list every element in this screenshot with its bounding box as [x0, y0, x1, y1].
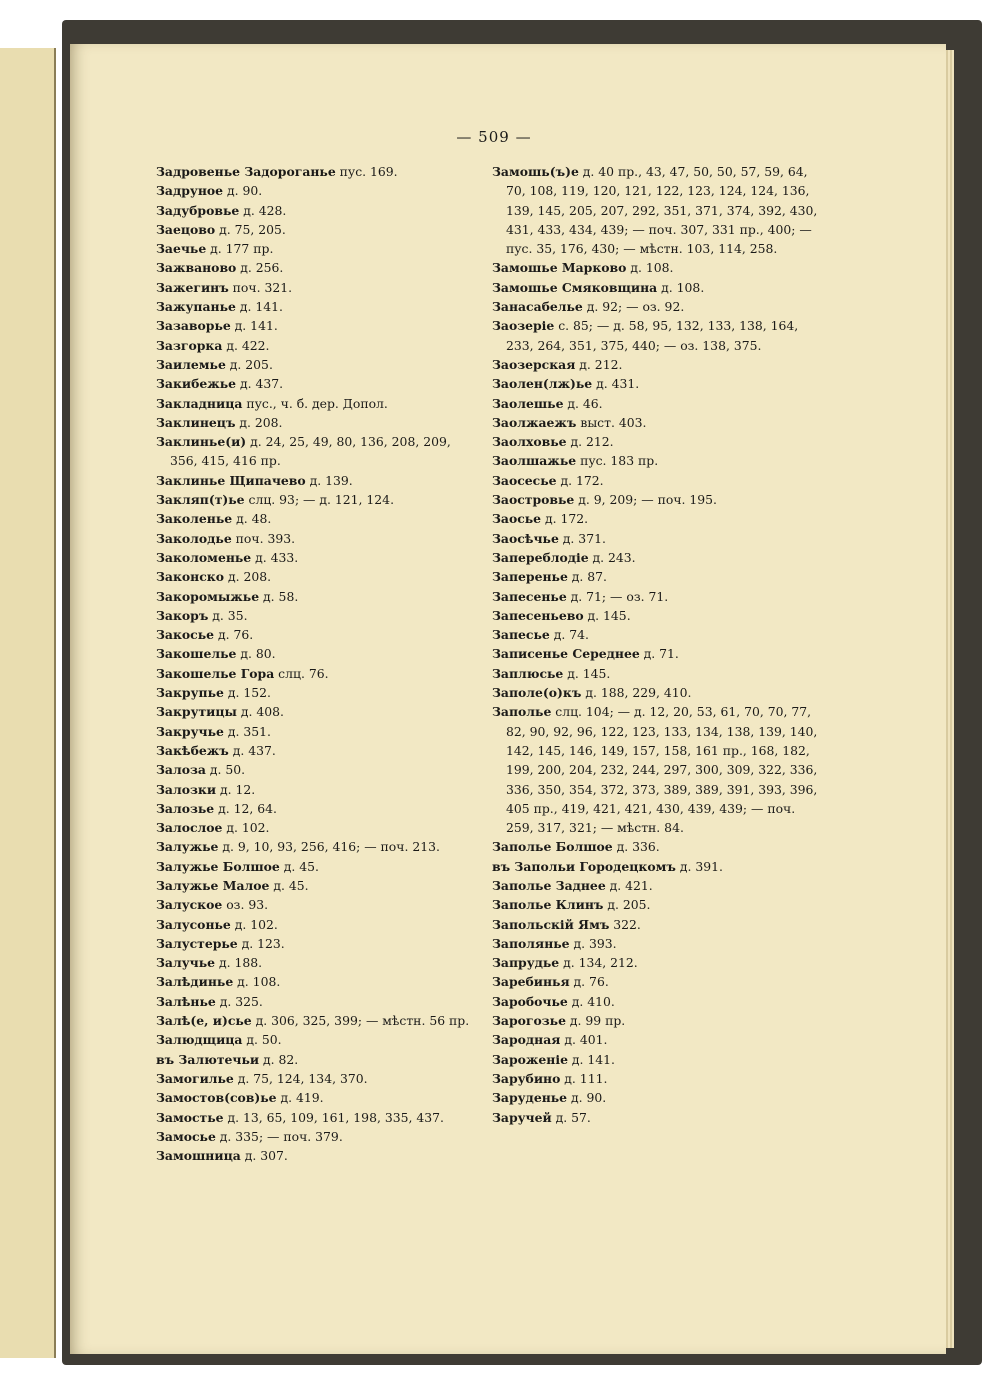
- entry-reference: д. 45.: [269, 877, 309, 893]
- entry-reference: д. 152.: [223, 685, 271, 701]
- entry-reference: пус. 169.: [335, 164, 398, 179]
- entry-reference: слц. 93; — д. 121, 124.: [244, 492, 395, 508]
- index-column-left: [156, 162, 478, 1165]
- index-entry: [156, 606, 478, 625]
- entry-name: Залустерье: [156, 935, 238, 951]
- entry-reference: д. 437.: [236, 376, 284, 392]
- entry-name: Залуское: [156, 897, 223, 913]
- entry-name: Залужье Малое: [156, 877, 270, 893]
- index-entry: [156, 722, 478, 741]
- entry-reference: д. 371.: [558, 530, 606, 546]
- entry-name: Замошье Смяковщина: [492, 279, 658, 295]
- entry-name: Заолховье: [492, 434, 567, 450]
- entry-name: Заолен(лж)ье: [492, 376, 593, 392]
- entry-name: Залюдщица: [156, 1032, 243, 1048]
- entry-reference: д. 75, 205.: [215, 221, 286, 237]
- entry-name: Заполье Клинъ: [492, 897, 604, 913]
- entry-reference: д. 108.: [626, 260, 674, 276]
- entry-reference: д. 172.: [541, 511, 589, 527]
- entry-name: Запереблодіе: [492, 549, 589, 565]
- entry-name: Замошь(ъ)е: [492, 164, 579, 179]
- entry-reference: д. 410.: [567, 993, 615, 1009]
- entry-name: Залозье: [156, 800, 215, 816]
- entry-name: Залусонье: [156, 916, 231, 932]
- index-entry: [156, 162, 478, 181]
- entry-name: Заклинье(и): [156, 434, 247, 450]
- index-entry: [156, 529, 478, 548]
- entry-name: Запесеньево: [492, 607, 584, 623]
- entry-reference: д. 177 пр.: [206, 241, 274, 257]
- index-entry: [492, 374, 818, 393]
- index-entry: [156, 336, 478, 355]
- index-entry: [156, 683, 478, 702]
- entry-reference: д. 13, 65, 109, 161, 198, 335, 437.: [223, 1109, 444, 1125]
- entry-reference: д. 12.: [216, 781, 256, 797]
- index-entry: [156, 857, 478, 876]
- entry-reference: слц. 76.: [274, 665, 329, 681]
- entry-reference: д. 325.: [215, 993, 263, 1009]
- index-entry: [492, 587, 818, 606]
- index-entry: [492, 857, 818, 876]
- entry-name: Залозки: [156, 781, 217, 797]
- entry-reference: д. 208.: [235, 414, 283, 430]
- entry-name: Заполянье: [492, 935, 570, 951]
- entry-name: Заребинья: [492, 974, 570, 990]
- entry-name: Залѣдинье: [156, 974, 234, 990]
- entry-name: Запрудье: [492, 955, 560, 971]
- entry-reference: д. 336.: [612, 839, 660, 855]
- index-entry: [492, 451, 818, 470]
- entry-name: Зажваново: [156, 260, 237, 276]
- entry-reference: оз. 93.: [222, 897, 269, 913]
- index-entry: [156, 1146, 478, 1165]
- entry-reference: д. 145.: [563, 665, 611, 681]
- entry-name: Закибежье: [156, 376, 237, 392]
- entry-reference: пус., ч. б. дер. Допол.: [242, 395, 388, 411]
- index-entry: [156, 258, 478, 277]
- index-entry: [156, 895, 478, 914]
- entry-name: Зажегинъ: [156, 279, 229, 295]
- entry-reference: д. 139.: [305, 472, 353, 488]
- entry-name: Заперенье: [492, 569, 568, 585]
- entry-reference: д. 74.: [549, 627, 589, 643]
- index-entry: [156, 471, 478, 490]
- index-entry: [492, 702, 818, 837]
- entry-reference: д. 50.: [242, 1032, 282, 1048]
- index-entry: [492, 1088, 818, 1107]
- entry-name: Закляп(т)ье: [156, 492, 245, 508]
- page-number: — 509 —: [456, 128, 532, 146]
- index-entry: [156, 837, 478, 856]
- entry-reference: д. 428.: [239, 202, 287, 218]
- page-edges: [946, 50, 954, 1348]
- index-entry: [156, 953, 478, 972]
- entry-reference: д. 306, 325, 399; — мѣстн. 56 пр.: [251, 1013, 470, 1029]
- entry-name: Замошье Марково: [492, 260, 627, 276]
- entry-name: Заполье Болшое: [492, 839, 613, 855]
- entry-name: Заолжаежъ: [492, 414, 577, 430]
- entry-reference: д. 123.: [237, 935, 285, 951]
- index-entry: [492, 529, 818, 548]
- index-entry: [156, 201, 478, 220]
- entry-name: Заполье: [492, 704, 552, 720]
- index-entry: [156, 934, 478, 953]
- entry-name: Залослое: [156, 820, 223, 836]
- entry-name: Запольскій Ямъ: [492, 916, 610, 932]
- index-entry: [156, 1011, 478, 1030]
- entry-reference: д. 208.: [224, 569, 272, 585]
- entry-name: въ Залютечьи: [156, 1051, 260, 1067]
- entry-name: Заполье Заднее: [492, 877, 606, 893]
- index-entry: [156, 316, 478, 335]
- index-entry: [156, 644, 478, 663]
- entry-reference: д. 205.: [603, 897, 651, 913]
- entry-reference: д. 437.: [228, 742, 276, 758]
- entry-name: Залоза: [156, 762, 206, 778]
- entry-reference: д. 82.: [259, 1051, 299, 1067]
- entry-reference: д. 58.: [259, 588, 299, 604]
- entry-name: Замосье: [156, 1128, 216, 1144]
- entry-name: Запесенье: [492, 588, 567, 604]
- index-entry: [156, 239, 478, 258]
- index-entry: [156, 818, 478, 837]
- entry-reference: д. 335; — поч. 379.: [215, 1128, 343, 1144]
- entry-reference: д. 188.: [215, 955, 263, 971]
- index-entry: [492, 1030, 818, 1049]
- index-entry: [156, 876, 478, 895]
- index-entry: [156, 490, 478, 509]
- entry-reference: д. 71.: [639, 646, 679, 662]
- index-entry: [492, 1108, 818, 1127]
- entry-name: Запесье: [492, 627, 550, 643]
- entry-name: Зарубино: [492, 1070, 561, 1086]
- entry-reference: 322.: [609, 916, 641, 932]
- index-entry: [156, 799, 478, 818]
- entry-reference: д. 87.: [567, 569, 607, 585]
- entry-name: Зазаворье: [156, 318, 231, 334]
- entry-reference: поч. 321.: [228, 279, 293, 295]
- entry-reference: д. 422.: [222, 337, 270, 353]
- index-entry: [156, 1069, 478, 1088]
- entry-reference: д. 40 пр., 43, 47, 50, 50, 57, 59, 64, 70, 108, 119, 120, 121, 122, 123, 124, 124, 136, 139, 145, 205, 207, 292, 351, 371, 374, 392, 430, 431, 433, 434, 439; — поч. 307, 331 пр., 400; — пус. 35, 176, 430; — мѣстн. 103, 114, 258.: [506, 164, 818, 257]
- entry-reference: д. 111.: [560, 1070, 608, 1086]
- index-entry: [156, 760, 478, 779]
- entry-name: Залѣ(е, и)сье: [156, 1013, 252, 1029]
- index-entry: [156, 355, 478, 374]
- entry-reference: д. 188, 229, 410.: [581, 685, 692, 701]
- entry-reference: д. 433.: [251, 549, 299, 565]
- entry-reference: д. 90.: [223, 183, 263, 199]
- index-entry: [156, 664, 478, 683]
- index-entry: [156, 509, 478, 528]
- entry-reference: пус. 183 пр.: [576, 453, 659, 469]
- left-page-edge: [0, 48, 56, 1358]
- entry-reference: д. 75, 124, 134, 370.: [233, 1070, 368, 1086]
- entry-name: Зародная: [492, 1032, 561, 1048]
- index-entry: [156, 780, 478, 799]
- entry-reference: д. 141.: [567, 1051, 615, 1067]
- entry-reference: с. 85; — д. 58, 95, 132, 133, 138, 164, 233, 264, 351, 375, 440; — оз. 138, 375.: [506, 318, 799, 353]
- entry-reference: д. 9, 10, 93, 256, 416; — поч. 213.: [218, 839, 440, 855]
- entry-reference: д. 57.: [551, 1109, 591, 1125]
- entry-name: Заечье: [156, 241, 207, 257]
- entry-reference: д. 256.: [236, 260, 284, 276]
- entry-name: Залужье: [156, 839, 219, 855]
- entry-reference: д. 102.: [230, 916, 278, 932]
- index-entry: [156, 278, 478, 297]
- entry-name: Закошелье: [156, 646, 237, 662]
- index-entry: [492, 432, 818, 451]
- index-entry: [492, 316, 818, 355]
- entry-name: Замошница: [156, 1148, 241, 1164]
- index-entry: [492, 548, 818, 567]
- index-entry: [156, 220, 478, 239]
- index-entry: [492, 625, 818, 644]
- entry-name: Закрупье: [156, 685, 224, 701]
- entry-name: въ Запольи Городецкомъ: [492, 858, 676, 874]
- entry-reference: д. 102.: [222, 820, 270, 836]
- entry-name: Заруденье: [492, 1090, 568, 1106]
- entry-name: Заолешье: [492, 395, 564, 411]
- index-entry: [492, 278, 818, 297]
- entry-reference: д. 419.: [276, 1090, 324, 1106]
- index-entry: [156, 1050, 478, 1069]
- index-entry: [492, 297, 818, 316]
- entry-reference: д. 108.: [657, 279, 705, 295]
- index-entry: [156, 374, 478, 393]
- entry-name: Заостровье: [492, 492, 575, 508]
- entry-reference: д. 71; — оз. 71.: [566, 588, 669, 604]
- entry-name: Закладница: [156, 395, 243, 411]
- index-entry: [492, 915, 818, 934]
- entry-reference: д. 351.: [223, 723, 271, 739]
- entry-name: Закошелье Гора: [156, 665, 275, 681]
- index-entry: [156, 413, 478, 432]
- index-entry: [492, 490, 818, 509]
- entry-reference: д. 46.: [563, 395, 603, 411]
- entry-name: Заилемье: [156, 356, 226, 372]
- entry-name: Закоръ: [156, 607, 209, 623]
- entry-name: Заробочье: [492, 993, 568, 1009]
- entry-name: Записенье Середнее: [492, 646, 640, 662]
- index-entry: [492, 567, 818, 586]
- entry-name: Закосье: [156, 627, 215, 643]
- entry-name: Заосесье: [492, 472, 557, 488]
- entry-reference: д. 393.: [569, 935, 617, 951]
- entry-name: Задровенье Задороганье: [156, 164, 336, 179]
- entry-name: Заецово: [156, 221, 216, 237]
- index-entry: [156, 992, 478, 1011]
- entry-name: Заколоменье: [156, 549, 252, 565]
- index-entry: [156, 297, 478, 316]
- entry-reference: слц. 104; — д. 12, 20, 53, 61, 70, 70, 77, 82, 90, 92, 96, 122, 123, 133, 134, 138, 139, 140, 142, 145, 146, 149, 157, 158, 161 пр., 168, 182, 199, 200, 204, 232, 244, 297, 300, 309, 322, 336, 336, 350, 354, 372, 373, 389, 389, 391, 393, 396, 405 пр., 419, 421, 421, 430, 439, 439; — поч. 259, 317, 321; — мѣстн. 84.: [506, 704, 818, 836]
- index-entry: [156, 1127, 478, 1146]
- entry-reference: д. 212.: [566, 434, 614, 450]
- entry-reference: д. 45.: [279, 858, 319, 874]
- index-entry: [156, 432, 478, 471]
- entry-reference: д. 401.: [560, 1032, 608, 1048]
- entry-reference: д. 431.: [592, 376, 640, 392]
- index-entry: [492, 258, 818, 277]
- entry-name: Зазгорка: [156, 337, 223, 353]
- entry-reference: поч. 393.: [231, 530, 296, 546]
- entry-name: Закручье: [156, 723, 224, 739]
- entry-reference: д. 9, 209; — поч. 195.: [574, 492, 717, 508]
- entry-reference: д. 50.: [205, 762, 246, 778]
- index-entry: [492, 683, 818, 702]
- index-entry: [492, 1069, 818, 1088]
- index-entry: [492, 394, 818, 413]
- index-entry: [156, 625, 478, 644]
- index-entry: [492, 876, 818, 895]
- index-entry: [492, 934, 818, 953]
- entry-name: Заколенье: [156, 511, 233, 527]
- entry-reference: д. 80.: [236, 646, 276, 662]
- entry-name: Заклинье Щипачево: [156, 472, 306, 488]
- entry-name: Закоромыжье: [156, 588, 260, 604]
- entry-name: Заозеріе: [492, 318, 555, 334]
- entry-name: Залучье: [156, 955, 215, 971]
- entry-reference: д. 92; — оз. 92.: [582, 299, 685, 315]
- entry-reference: д. 90.: [567, 1090, 607, 1106]
- index-entry: [492, 1011, 818, 1030]
- entry-reference: д. 24, 25, 49, 80, 136, 208, 209, 356, 415, 416 пр.: [170, 434, 451, 469]
- entry-reference: д. 408.: [236, 704, 284, 720]
- index-entry: [492, 644, 818, 663]
- entry-reference: д. 141.: [235, 299, 283, 315]
- index-entry: [156, 915, 478, 934]
- entry-name: Замостов(сов)ье: [156, 1090, 277, 1106]
- index-entry: [492, 1050, 818, 1069]
- index-entry: [156, 181, 478, 200]
- entry-name: Зажупанье: [156, 299, 236, 315]
- index-entry: [492, 953, 818, 972]
- entry-name: Задубровье: [156, 202, 240, 218]
- entry-name: Залужье Болшое: [156, 858, 280, 874]
- index-entry: [492, 471, 818, 490]
- entry-name: Залѣнье: [156, 993, 216, 1009]
- entry-name: Замогилье: [156, 1070, 234, 1086]
- entry-reference: д. 141.: [230, 318, 278, 334]
- entry-reference: д. 307.: [240, 1148, 288, 1164]
- entry-name: Закѣбежъ: [156, 742, 229, 758]
- index-entry: [492, 355, 818, 374]
- entry-name: Задруное: [156, 183, 224, 199]
- index-entry: [156, 587, 478, 606]
- index-entry: [156, 548, 478, 567]
- index-entry: [156, 741, 478, 760]
- entry-reference: д. 76.: [569, 974, 609, 990]
- index-entry: [156, 972, 478, 991]
- entry-reference: выст. 403.: [576, 414, 647, 430]
- entry-reference: д. 243.: [588, 549, 636, 565]
- entry-name: Заручей: [492, 1109, 552, 1125]
- entry-reference: д. 35.: [208, 607, 248, 623]
- entry-reference: д. 12, 64.: [214, 800, 277, 816]
- index-entry: [492, 972, 818, 991]
- entry-reference: д. 145.: [583, 607, 631, 623]
- entry-reference: д. 172.: [556, 472, 604, 488]
- index-column-right: [492, 162, 818, 1127]
- entry-reference: д. 391.: [675, 858, 723, 874]
- entry-name: Замостье: [156, 1109, 224, 1125]
- index-entry: [156, 1088, 478, 1107]
- entry-name: Зарогозье: [492, 1013, 566, 1029]
- entry-name: Заосѣчье: [492, 530, 559, 546]
- index-entry: [156, 394, 478, 413]
- entry-name: Заполе(о)къ: [492, 685, 582, 701]
- entry-name: Заплюсье: [492, 665, 564, 681]
- index-entry: [492, 606, 818, 625]
- entry-name: Занасабелье: [492, 299, 583, 315]
- entry-reference: д. 134, 212.: [559, 955, 638, 971]
- index-entry: [492, 509, 818, 528]
- entry-reference: д. 212.: [575, 356, 623, 372]
- index-entry: [492, 162, 818, 258]
- index-entry: [492, 992, 818, 1011]
- entry-name: Заолшажье: [492, 453, 577, 469]
- entry-reference: д. 205.: [225, 356, 273, 372]
- index-entry: [492, 413, 818, 432]
- entry-name: Заозерская: [492, 356, 576, 372]
- entry-name: Заклинецъ: [156, 414, 236, 430]
- entry-reference: д. 421.: [605, 877, 653, 893]
- entry-reference: д. 108.: [233, 974, 281, 990]
- entry-reference: д. 76.: [214, 627, 254, 643]
- index-entry: [156, 702, 478, 721]
- index-entry: [492, 837, 818, 856]
- index-entry: [492, 664, 818, 683]
- index-entry: [156, 1030, 478, 1049]
- entry-reference: д. 48.: [232, 511, 272, 527]
- entry-name: Закрутицы: [156, 704, 237, 720]
- entry-reference: д. 99 пр.: [565, 1013, 626, 1029]
- entry-name: Заколодье: [156, 530, 232, 546]
- index-entry: [156, 1108, 478, 1127]
- entry-name: Законско: [156, 569, 225, 585]
- entry-name: Заосье: [492, 511, 542, 527]
- index-entry: [156, 567, 478, 586]
- index-entry: [492, 895, 818, 914]
- entry-name: Зароженіе: [492, 1051, 568, 1067]
